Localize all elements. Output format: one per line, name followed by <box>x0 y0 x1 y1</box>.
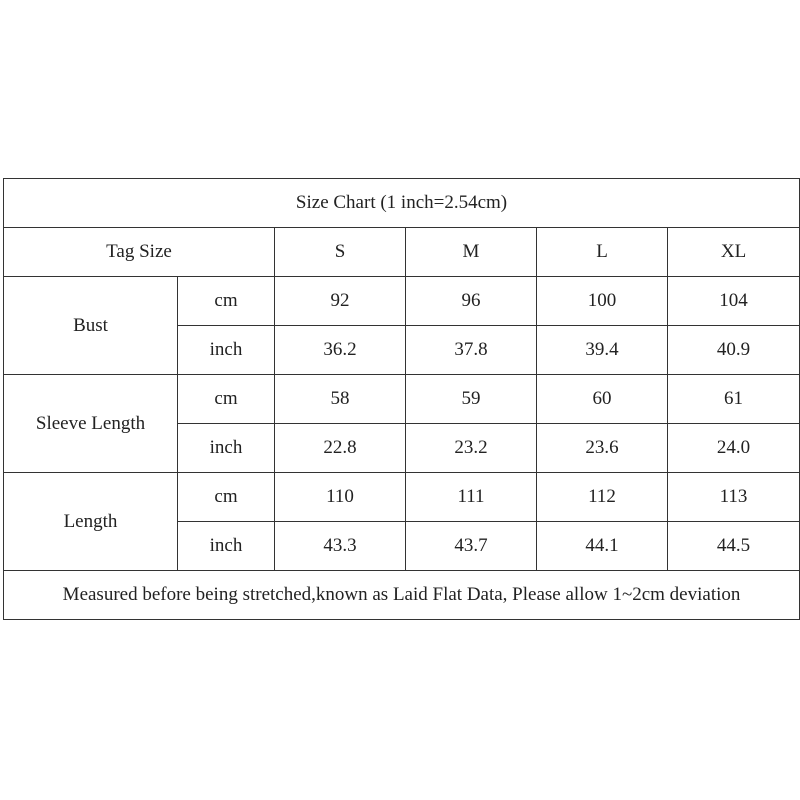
unit-label-inch: inch <box>178 424 275 473</box>
table-cell: 92 <box>275 277 406 326</box>
table-cell: 113 <box>668 473 800 522</box>
table-cell: 44.1 <box>537 522 668 571</box>
header-row <box>4 228 800 277</box>
table-cell: 111 <box>406 473 537 522</box>
table-cell: 58 <box>275 375 406 424</box>
table-cell: 24.0 <box>668 424 800 473</box>
title-row <box>4 179 800 228</box>
row-label-bust: Bust <box>4 277 178 375</box>
row-label-sleeve-length: Sleeve Length <box>4 375 178 473</box>
unit-label-cm: cm <box>178 473 275 522</box>
unit-label-cm: cm <box>178 277 275 326</box>
measurement-note: Measured before being stretched,known as Laid Flat Data, Please allow 1~2cm deviation <box>4 571 800 620</box>
table-row <box>4 375 800 424</box>
table-cell: 22.8 <box>275 424 406 473</box>
table-cell: 43.7 <box>406 522 537 571</box>
table-cell: 104 <box>668 277 800 326</box>
size-header-s: S <box>275 228 406 277</box>
table-cell: 23.2 <box>406 424 537 473</box>
size-header-l: L <box>537 228 668 277</box>
note-row <box>4 571 800 620</box>
table-cell: 110 <box>275 473 406 522</box>
size-chart-table <box>3 178 800 620</box>
table-cell: 59 <box>406 375 537 424</box>
table-cell: 112 <box>537 473 668 522</box>
table-row <box>4 473 800 522</box>
table-cell: 43.3 <box>275 522 406 571</box>
table-cell: 44.5 <box>668 522 800 571</box>
tag-size-label: Tag Size <box>4 228 275 277</box>
table-row <box>4 277 800 326</box>
size-header-m: M <box>406 228 537 277</box>
unit-label-cm: cm <box>178 375 275 424</box>
size-header-xl: XL <box>668 228 800 277</box>
table-cell: 37.8 <box>406 326 537 375</box>
table-cell: 96 <box>406 277 537 326</box>
unit-label-inch: inch <box>178 522 275 571</box>
table-cell: 40.9 <box>668 326 800 375</box>
table-cell: 23.6 <box>537 424 668 473</box>
table-cell: 60 <box>537 375 668 424</box>
unit-label-inch: inch <box>178 326 275 375</box>
table-cell: 100 <box>537 277 668 326</box>
chart-title: Size Chart (1 inch=2.54cm) <box>4 179 800 228</box>
row-label-length: Length <box>4 473 178 571</box>
table-cell: 36.2 <box>275 326 406 375</box>
table-cell: 61 <box>668 375 800 424</box>
table-cell: 39.4 <box>537 326 668 375</box>
